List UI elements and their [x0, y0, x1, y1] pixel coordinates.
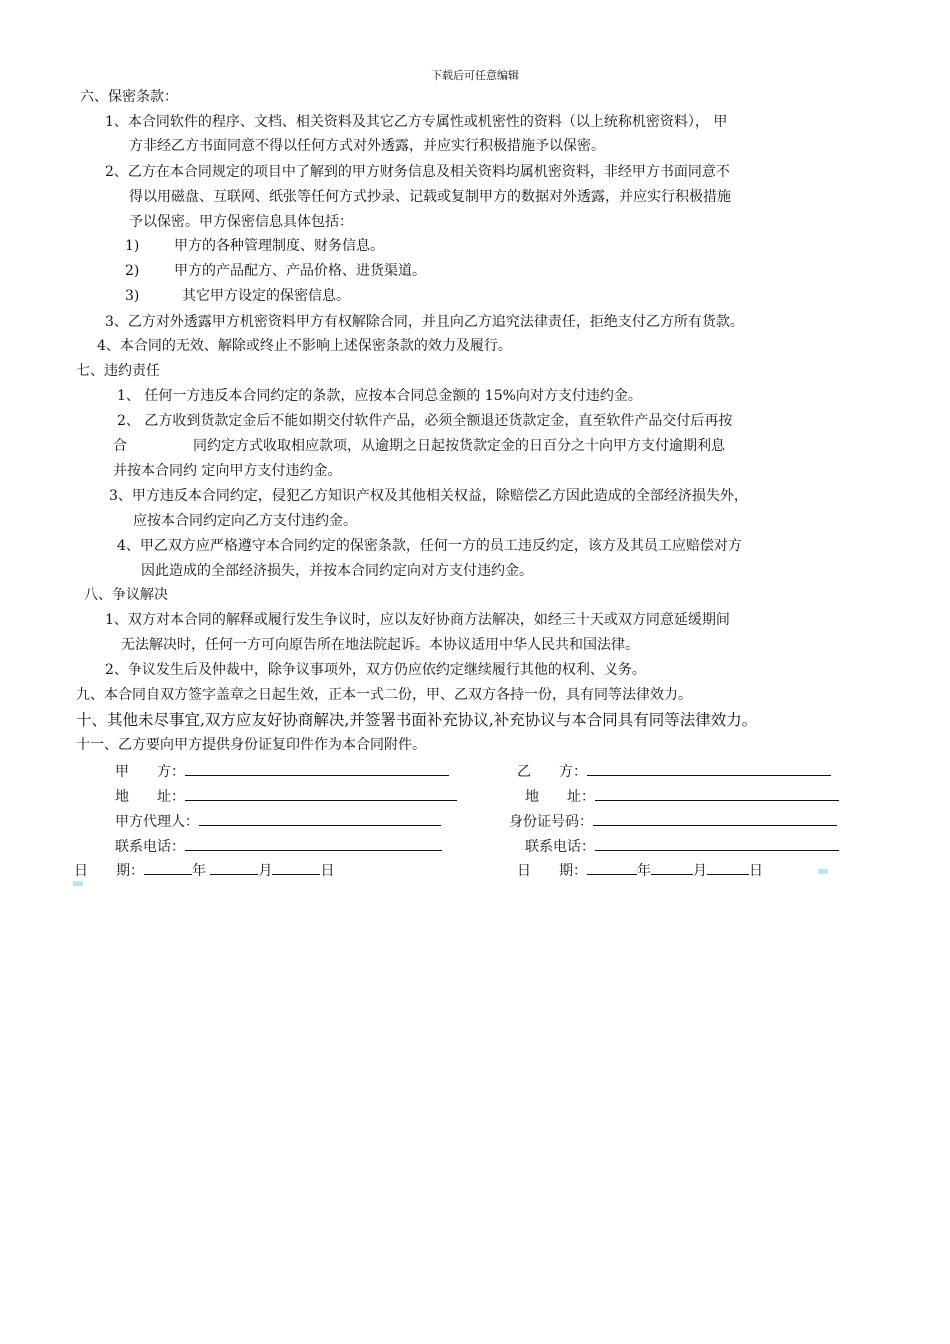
date-left-year-blank[interactable] [144, 860, 192, 875]
section-8-title: 八、争议解决 [84, 587, 168, 603]
address-left-label: 地 址： [115, 789, 185, 805]
s6-subitem-3-text: 其它甲方设定的保密信息。 [182, 288, 350, 304]
highlight-mark-right [818, 869, 828, 874]
date-right-month-blank[interactable] [651, 860, 693, 875]
address-left-blank[interactable] [185, 786, 457, 801]
s7-item-2-line-2: 同约定方式收取相应款项，从逾期之日起按货款定金的日百分之十向甲方支付逾期利息 [193, 438, 725, 454]
address-right-field [525, 786, 839, 807]
s7-item-3-line-2: 应按本合同约定向乙方支付违约金。 [133, 513, 357, 529]
s6-item-3: 3、乙方对外透露甲方机密资料甲方有权解除合同，并且向乙方追究法律责任，拒绝支付乙方所有货款。 [105, 314, 744, 330]
date-right-day-label: 日 [749, 863, 763, 879]
s6-subitem-1-number: 1) [125, 238, 140, 254]
date-right-year-label: 年 [637, 863, 651, 879]
date-left-month-label: 月 [258, 863, 273, 879]
date-right-day-blank[interactable] [707, 860, 749, 875]
party-b-blank[interactable] [587, 761, 831, 776]
date-left-field [74, 860, 334, 881]
id-number-label: 身份证号码： [509, 814, 593, 830]
page-header: 下载后可任意编辑 [431, 69, 519, 82]
s8-item-1-line-2: 无法解决时，任何一方可向原告所在地法院起诉。本协议适用中华人民共和国法律。 [121, 637, 639, 653]
highlight-mark-left [73, 881, 83, 886]
party-a-blank[interactable] [185, 761, 449, 776]
party-a-agent-field [115, 811, 441, 832]
s7-item-4-line-1: 4、甲乙双方应严格遵守本合同约定的保密条款，任何一方的员工违反约定，该方及其员工应赔偿对方 [117, 538, 742, 554]
date-right-month-label: 月 [693, 863, 707, 879]
phone-right-field [525, 836, 839, 857]
phone-right-label: 联系电话： [525, 839, 595, 855]
s6-subitem-1-text: 甲方的各种管理制度、财务信息。 [174, 238, 384, 254]
s6-item-2-line-3: 予以保密。甲方保密信息具体包括： [129, 214, 353, 230]
s7-item-1: 1、 任何一方违反本合同约定的条款，应按本合同总金额的 15%向对方支付违约金。 [117, 388, 642, 404]
date-right-label: 日 期： [517, 863, 587, 879]
s7-item-2-line-1: 2、 乙方收到货款定金后不能如期交付软件产品，必须全额退还货款定金，直至软件产品交付后再按 [117, 413, 733, 429]
s6-subitem-3-number: 3) [125, 288, 140, 304]
date-left-year-label: 年 [192, 863, 206, 879]
date-left-month-blank[interactable] [210, 860, 258, 875]
phone-right-blank[interactable] [595, 836, 839, 851]
address-right-blank[interactable] [595, 786, 839, 801]
section-7-title: 七、违约责任 [76, 363, 160, 379]
date-right-field [517, 860, 763, 881]
section-6-title: 六、保密条款： [80, 89, 178, 105]
s7-item-2-line-2-start: 合 [113, 438, 127, 454]
phone-left-blank[interactable] [185, 836, 442, 851]
s8-item-1-line-1: 1、双方对本合同的解释或履行发生争议时，应以友好协商方法解决，如经三十天或双方同意延缓期间 [105, 612, 730, 628]
phone-left-label: 联系电话： [115, 839, 185, 855]
s8-item-2: 2、争议发生后及仲裁中，除争议事项外，双方仍应依约定继续履行其他的权利、义务。 [105, 662, 646, 678]
party-a-agent-label: 甲方代理人： [115, 814, 199, 830]
party-a-field [115, 761, 449, 782]
s6-item-4: 4、本合同的无效、解除或终止不影响上述保密条款的效力及履行。 [97, 338, 512, 354]
section-10: 十、其他未尽事宜,双方应友好协商解决,并签署书面补充协议,补充协议与本合同具有同等法律效力。 [76, 711, 758, 729]
s6-item-2-line-1: 2、乙方在本合同规定的项目中了解到的甲方财务信息及相关资料均属机密资料，非经甲方书面同意不 [105, 164, 730, 180]
party-b-field [517, 761, 831, 782]
address-left-field [115, 786, 457, 807]
section-9: 九、本合同自双方签字盖章之日起生效，正本一式二份，甲、乙双方各持一份，具有同等法律效力。 [76, 687, 692, 703]
section-11: 十一、乙方要向甲方提供身份证复印件作为本合同附件。 [76, 737, 426, 753]
id-number-blank[interactable] [593, 811, 837, 826]
s7-item-2-line-3: 并按本合同约 定向甲方支付违约金。 [113, 463, 342, 479]
s6-subitem-2-text: 甲方的产品配方、产品价格、进货渠道。 [174, 263, 426, 279]
date-right-year-blank[interactable] [587, 860, 637, 875]
address-right-label: 地 址： [525, 789, 595, 805]
s6-subitem-2-number: 2) [125, 263, 140, 279]
party-a-agent-blank[interactable] [199, 811, 441, 826]
phone-left-field [115, 836, 442, 857]
party-a-label: 甲 方： [115, 764, 185, 780]
s6-item-1-line-1: 1、本合同软件的程序、文档、相关资料及其它乙方专属性或机密性的资料（以上统称机密资料）， 甲 [105, 114, 728, 130]
date-left-label: 日 期： [74, 863, 144, 879]
date-left-day-label: 日 [320, 863, 335, 879]
s6-item-2-line-2: 得以用磁盘、互联网、纸张等任何方式抄录、记载或复制甲方的数据对外透露，并应实行积极措施 [129, 189, 731, 205]
s7-item-4-line-2: 因此造成的全部经济损失，并按本合同约定向对方支付违约金。 [141, 563, 533, 579]
id-number-field [509, 811, 837, 832]
s6-item-1-line-2: 方非经乙方书面同意不得以任何方式对外透露，并应实行积极措施予以保密。 [129, 138, 605, 154]
s7-item-3-line-1: 3、甲方违反本合同约定，侵犯乙方知识产权及其他相关权益，除赔偿乙方因此造成的全部经济损失外， [109, 488, 748, 504]
date-left-day-blank[interactable] [272, 860, 320, 875]
party-b-label: 乙 方： [517, 764, 587, 780]
